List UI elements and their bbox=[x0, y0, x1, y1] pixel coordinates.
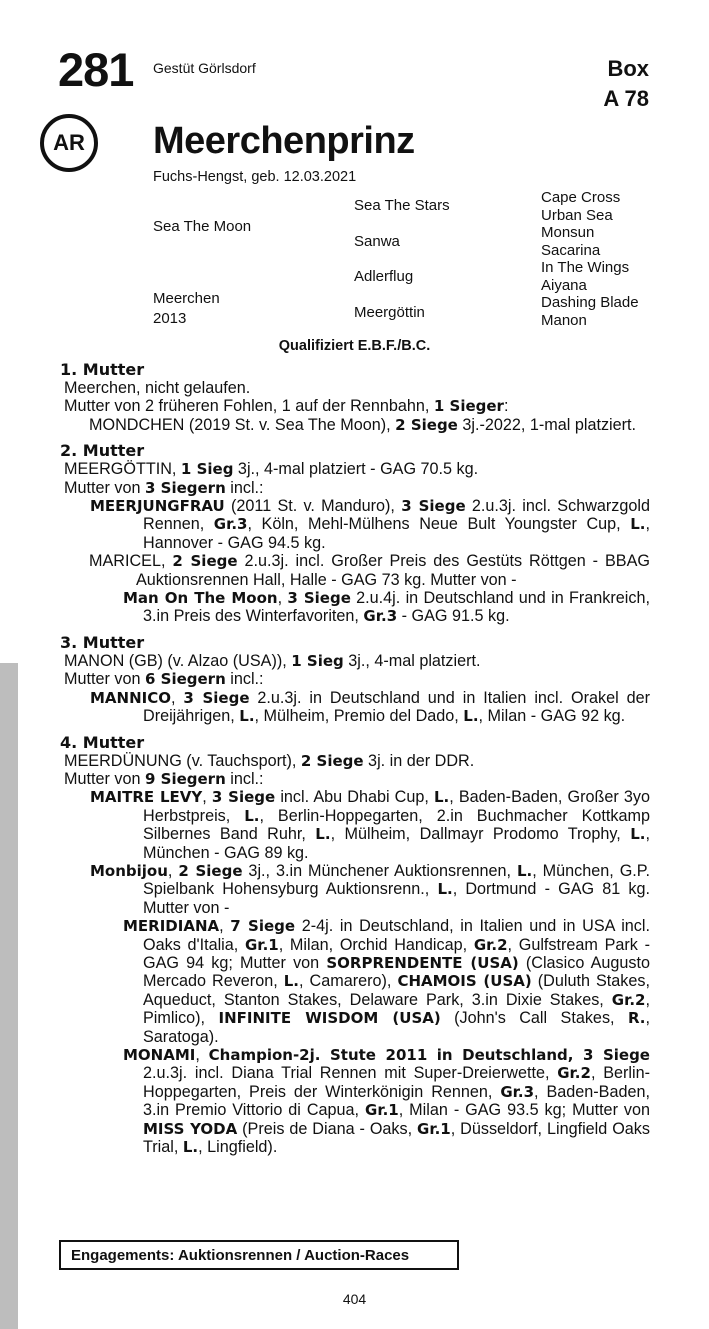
pedigree-sire-dam: Sanwa bbox=[354, 233, 400, 250]
section-3rd-dam bbox=[60, 633, 650, 726]
dam-line: MEERDÜNUNG (v. Tauchsport), 2 Siege 3j. in der DDR. bbox=[64, 751, 475, 770]
offspring-entry: MONDCHEN (2019 St. v. Sea The Moon), 2 Siege 3j.-2022, 1-mal platziert. bbox=[89, 415, 637, 434]
offspring-entry: MEERJUNGFRAU (2011 St. v. Manduro), 3 Siege 2.u.3j. incl. Schwarzgold Rennen, Gr.3, Köln, Mehl-Mülhens Neue Bult Youngster Cup, L., Hannover - GAG 94.5 kg. bbox=[90, 497, 650, 552]
section-2nd-dam bbox=[60, 441, 650, 626]
page-edge-tab bbox=[0, 663, 18, 1329]
pedigree-gen3-3: Monsun bbox=[541, 224, 595, 241]
pedigree-sire: Sea The Moon bbox=[153, 218, 252, 235]
page-number: 404 bbox=[342, 1291, 367, 1307]
pedigree-dam-sire: Adlerflug bbox=[354, 268, 414, 285]
produce-line: Mutter von 6 Siegern incl.: bbox=[64, 670, 264, 689]
produce-line: Mutter von 3 Siegern incl.: bbox=[64, 478, 264, 497]
dam-line-content bbox=[60, 360, 650, 1163]
section-title: 3. Mutter bbox=[60, 632, 145, 652]
dam-line: MEERGÖTTIN, 1 Sieg 3j., 4-mal platziert - GAG 70.5 kg. bbox=[64, 460, 479, 479]
section-4th-dam bbox=[60, 733, 650, 1157]
horse-subtitle: Fuchs-Hengst, geb. 12.03.2021 bbox=[153, 169, 357, 185]
offspring-entry: MARICEL, 2 Siege 2.u.3j. incl. Großer Preis des Gestüts Röttgen - BBAG Auktionsrennen Hall, Halle - GAG 73 kg. Mutter von - bbox=[89, 552, 650, 589]
pedigree-dam-year: 2013 bbox=[153, 310, 187, 327]
breeder-name: Gestüt Görlsdorf bbox=[153, 60, 256, 76]
horse-name: Meerchenprinz bbox=[153, 120, 415, 162]
grand-offspring-entry: Man On The Moon, 3 Siege 2.u.4j. in Deutschland und in Frankreich, 3.in Preis des Winterfavoriten, Gr.3 - GAG 91.5 kg. bbox=[123, 589, 650, 626]
box-info bbox=[603, 54, 649, 114]
grand-offspring-entry: MERIDIANA, 7 Siege 2-4j. in Deutschland, in Italien und in USA incl. Oaks d'Italia, Gr.1, Milan, Orchid Handicap, Gr.2, Gulfstream Park - GAG 94 kg; Mutter von SORPRENDENTE (USA) (Clasico Augusto Mercado Reveron, L., Camarero), CHAMOIS (USA) (Duluth Stakes, Aqueduct, Stanton Stakes, Delaware Park, 3.in Dixie Stakes, Gr.2, Pimlico), INFINITE WISDOM (USA) (John's Call Stakes, R., Saratoga). bbox=[123, 917, 651, 1046]
engagements-box: Engagements: Auktionsrennen / Auction-Races bbox=[59, 1240, 459, 1270]
dam-line: MANON (GB) (v. Alzao (USA)), 1 Sieg 3j., 4-mal platziert. bbox=[64, 651, 481, 670]
pedigree-gen3-6: Aiyana bbox=[541, 276, 587, 294]
offspring-entry: MANNICO, 3 Siege 2.u.3j. in Deutschland und in Italien incl. Orakel der Dreijährigen, L., Mülheim, Premio del Dado, L., Milan - GAG 92 kg. bbox=[90, 688, 650, 726]
pedigree-gen3-8: Manon bbox=[541, 311, 587, 329]
produce-line: Mutter von 9 Siegern incl.: bbox=[64, 769, 264, 788]
grand-offspring-entry: MONAMI, Champion-2j. Stute 2011 in Deutschland, 3 Siege 2.u.3j. incl. Diana Trial Rennen mit Super-Dreierwette, Gr.2, Berlin-Hoppegarten, Preis der Winterkönigin Rennen, Gr.3, Baden-Baden, 3.in Premio Vittorio di Capua, Gr.1, Milan - GAG 93.5 kg; Mutter von MISS YODA (Preis de Diana - Oaks, Gr.1, Düsseldorf, Lingfield Oaks Trial, L., Lingfield). bbox=[123, 1046, 651, 1157]
pedigree-dam-dam: Meergöttin bbox=[354, 304, 425, 321]
qualification-note: Qualifiziert E.B.F./B.C. bbox=[278, 338, 431, 354]
pedigree-gen3-1: Cape Cross bbox=[541, 189, 621, 206]
pedigree-dam: Meerchen bbox=[153, 290, 220, 307]
pedigree-sire-sire: Sea The Stars bbox=[354, 197, 450, 214]
lot-number: 281 bbox=[58, 43, 134, 96]
section-title: 2. Mutter bbox=[60, 441, 145, 461]
pedigree-gen3-5: In The Wings bbox=[541, 259, 630, 276]
offspring-entry: MAITRE LEVY, 3 Siege incl. Abu Dhabi Cup, L., Baden-Baden, Großer 3yo Herbstpreis, L., Berlin-Hoppegarten, 2.in Buchmacher Kottkamp Silbernes Band Ruhr, L., Mülheim, Dallmayr Prodomo Trophy, L., München - GAG 89 kg. bbox=[90, 788, 650, 862]
pedigree-gen3-2: Urban Sea bbox=[541, 206, 613, 224]
ar-badge: AR bbox=[40, 114, 98, 172]
section-title: 1. Mutter bbox=[60, 360, 145, 379]
box-value: A 78 bbox=[603, 86, 649, 111]
pedigree-gen3-7: Dashing Blade bbox=[541, 294, 639, 311]
section-title: 4. Mutter bbox=[60, 732, 145, 752]
section-1st-dam bbox=[60, 360, 650, 434]
dam-line: Meerchen, nicht gelaufen. bbox=[64, 379, 251, 397]
offspring-entry: Monbijou, 2 Siege 3j., 3.in Münchener Auktionsrennen, L., München, G.P. Spielbank Hohensyburg Auktionsrenn., L., Dortmund - GAG 81 kg. Mutter von - bbox=[90, 861, 651, 917]
produce-line: Mutter von 2 früheren Fohlen, 1 auf der Rennbahn, 1 Sieger: bbox=[64, 397, 509, 416]
pedigree-gen3-4: Sacarina bbox=[541, 241, 601, 259]
box-label: Box bbox=[607, 56, 649, 81]
